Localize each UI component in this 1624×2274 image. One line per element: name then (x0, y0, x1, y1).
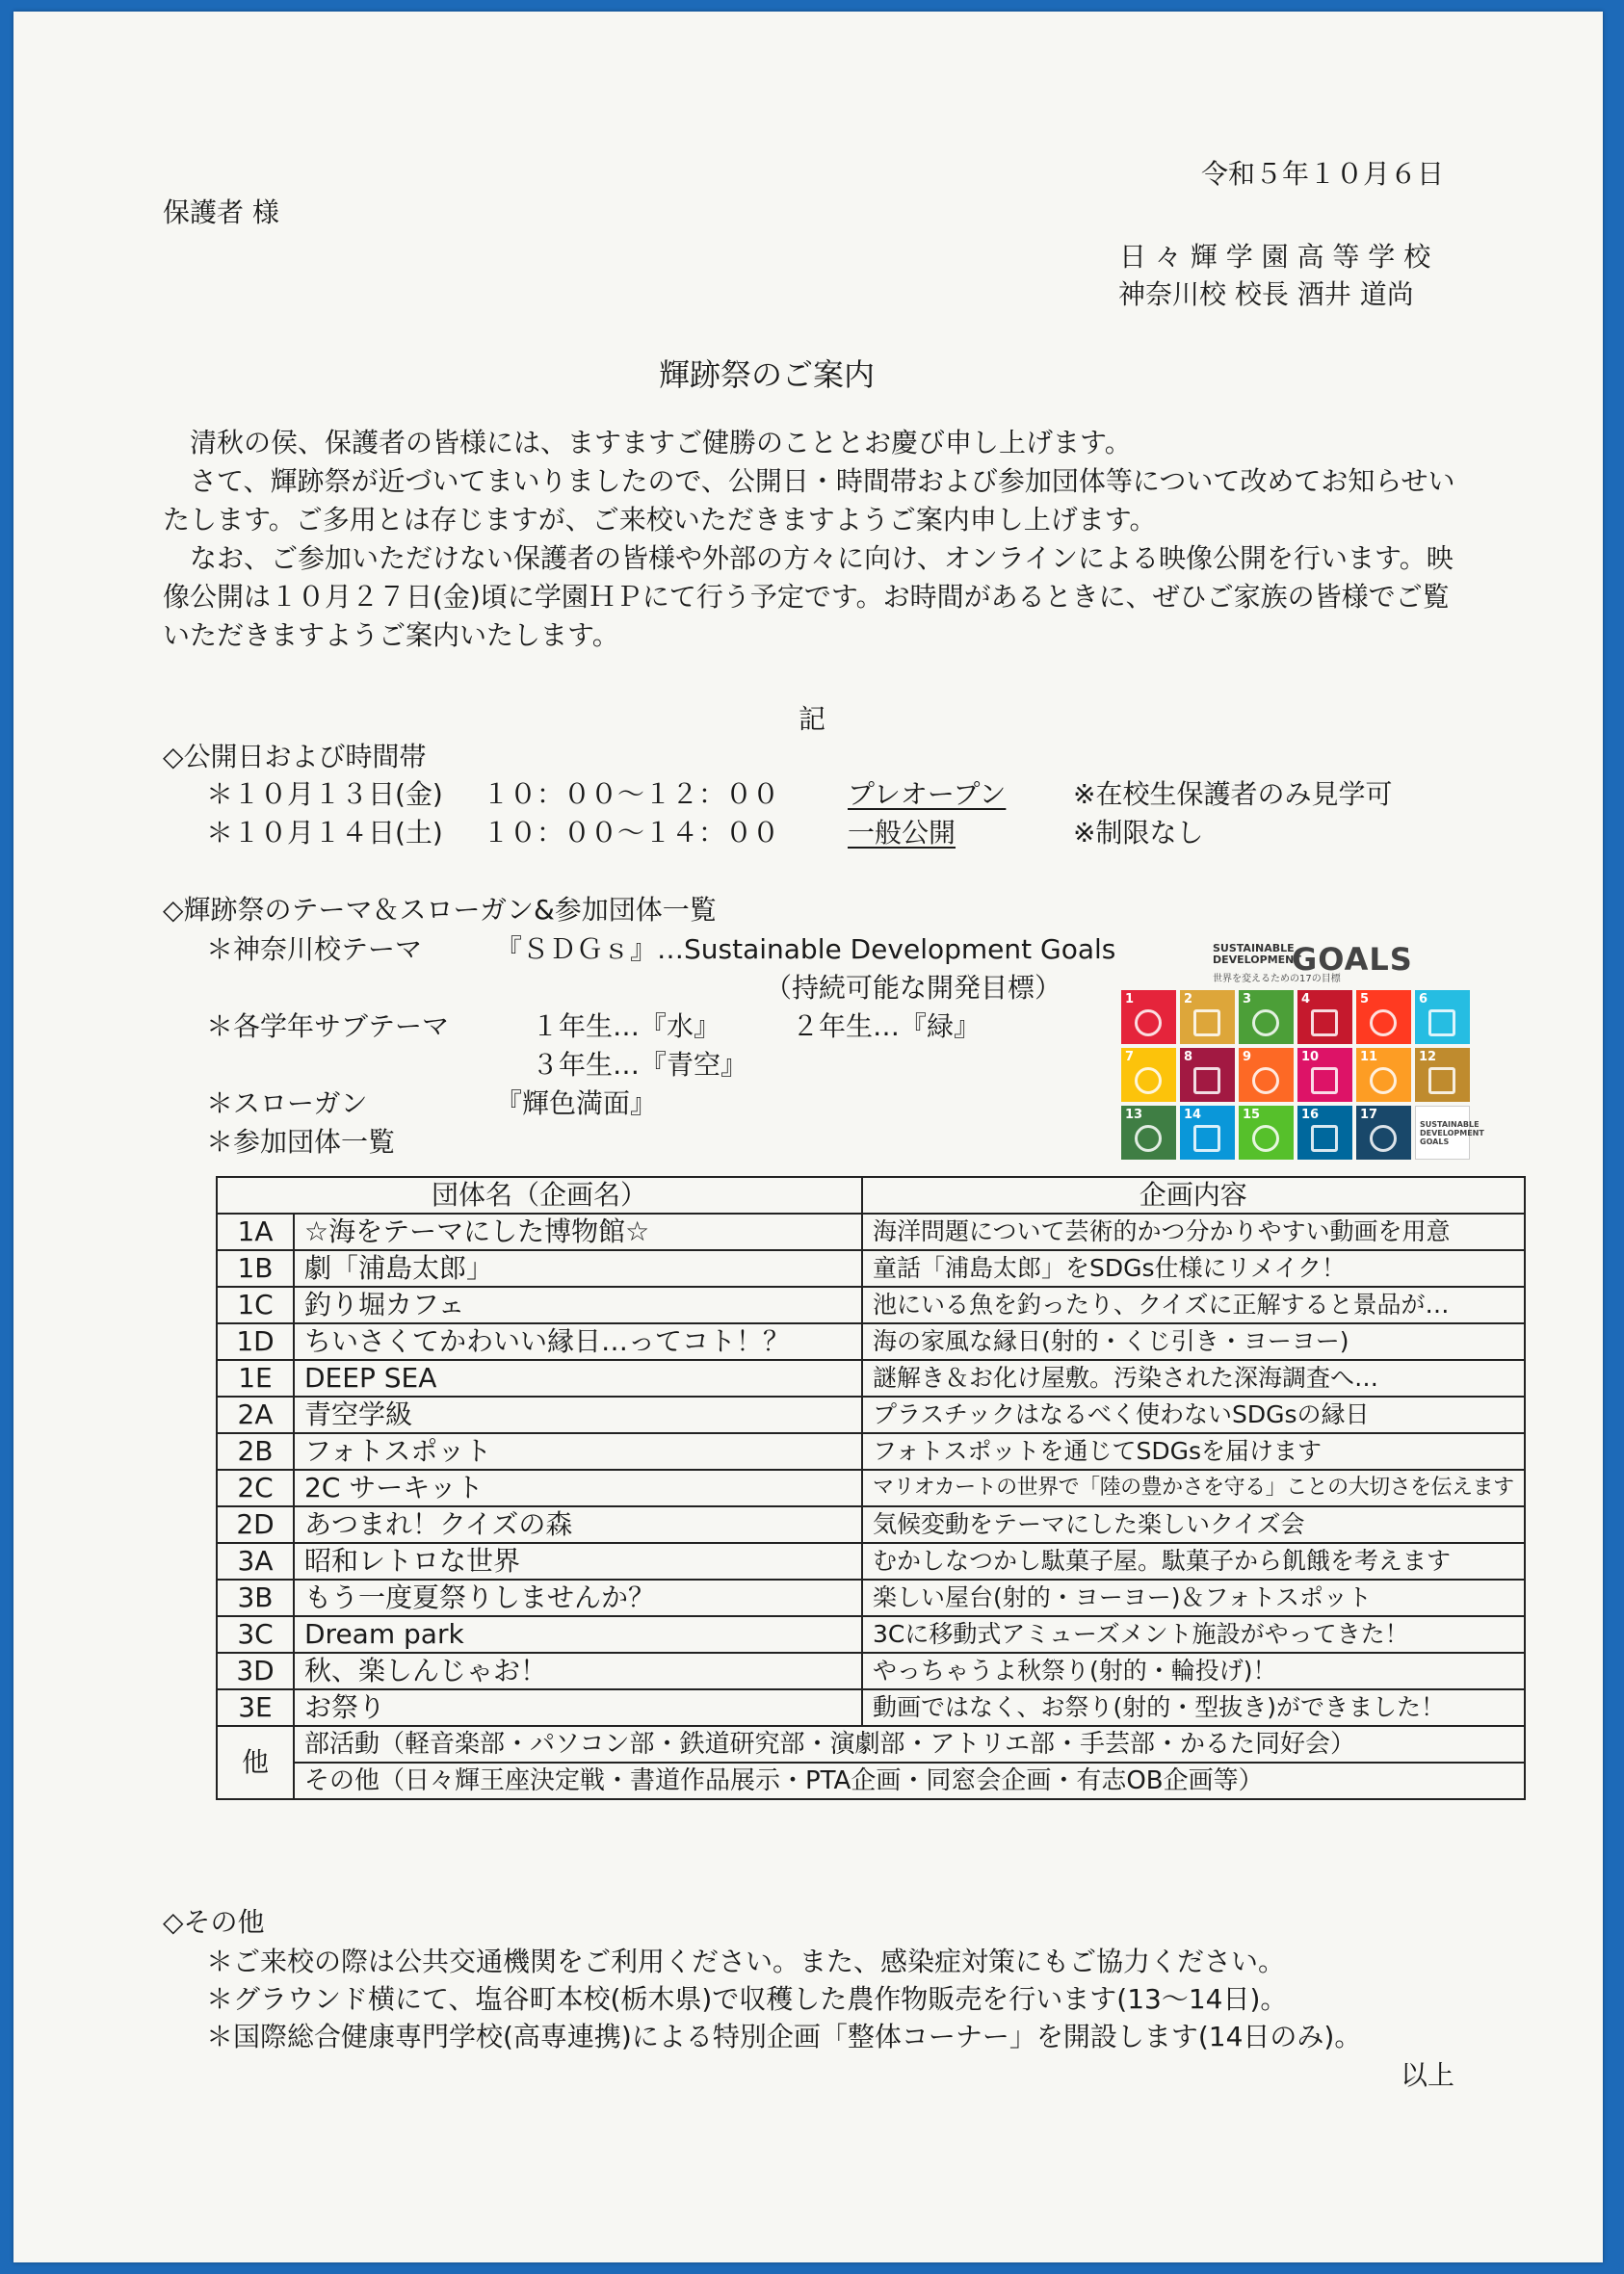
intro-paragraph-1: 清秋の侯、保護者の皆様には、ますますご健勝のこととお慶び申し上げます。 (190, 427, 1132, 458)
group-code-other: 他 (217, 1726, 294, 1799)
intro-text (163, 424, 1473, 655)
table-row (217, 1397, 1525, 1433)
schedule-time-2: １０：００〜１４：００ (483, 817, 780, 849)
group-code: 3C (217, 1616, 294, 1653)
group-description: 池にいる魚を釣ったり、クイズに正解すると景品が… (862, 1287, 1525, 1323)
sdg-goal-tile (1297, 1106, 1352, 1160)
sdg-goal-number: 5 (1360, 992, 1370, 1006)
sdg-goal-tile (1180, 1106, 1235, 1160)
sdg-goal-icon (1252, 1009, 1279, 1036)
group-name: 青空学級 (294, 1397, 862, 1433)
group-name: お祭り (294, 1689, 862, 1726)
principal-name: 神奈川校 校長 酒井 道尚 (1118, 278, 1414, 310)
group-code: 3E (217, 1689, 294, 1726)
sdg-goal-icon (1252, 1067, 1279, 1094)
sdg-goal-tile (1121, 990, 1176, 1044)
group-name: ☆海をテーマにした博物館☆ (294, 1214, 862, 1250)
other-group-row: 部活動（軽音楽部・パソコン部・鉄道研究部・演劇部・アトリエ部・手芸部・かるた同好会） (294, 1726, 1525, 1763)
other-item-2: ＊グラウンド横にて、塩谷町本校(栃木県)で収穫した農作物販売を行います(13〜14日)。 (206, 1983, 1288, 2015)
sdg-goal-tile (1356, 1106, 1411, 1160)
group-name: 昭和レトロな世界 (294, 1543, 862, 1580)
sdg-goal-icon (1135, 1009, 1162, 1036)
table-row-other (217, 1726, 1525, 1763)
sdg-goal-number: 8 (1184, 1050, 1193, 1064)
other-group-row: その他（日々輝王座決定戦・書道作品展示・PTA企画・同窓会企画・有志OB企画等） (294, 1763, 1525, 1799)
sdg-goal-number: 11 (1360, 1050, 1378, 1064)
table-row (217, 1689, 1525, 1726)
sdg-goal-number: 9 (1243, 1050, 1252, 1064)
group-code: 2A (217, 1397, 294, 1433)
main-theme-subtitle: （持続可能な開発目標） (765, 972, 1062, 1004)
sdg-goal-number: 7 (1125, 1050, 1135, 1064)
sdg-goal-icon (1370, 1009, 1397, 1036)
grade2-theme: ２年生…『緑』 (792, 1010, 982, 1042)
group-code: 1C (217, 1287, 294, 1323)
group-name: 劇「浦島太郎」 (294, 1250, 862, 1287)
table-row (217, 1506, 1525, 1543)
group-name: Dream park (294, 1616, 862, 1653)
sdg-header-line1: SUSTAINABLE (1213, 942, 1295, 954)
letter-date: 令和５年１０月６日 (1201, 158, 1445, 190)
groups-table (216, 1176, 1526, 1800)
schedule-day-2: ＊１０月１４日(土) (206, 817, 443, 849)
sdg-goal-tile (1356, 990, 1411, 1044)
sdg-goal-number: 15 (1243, 1108, 1261, 1122)
sdg-goal-icon (1311, 1009, 1338, 1036)
table-row (217, 1433, 1525, 1470)
recipient: 保護者 様 (163, 196, 279, 228)
table-row (217, 1543, 1525, 1580)
sdg-header-sub: 世界を変えるための17の目標 (1213, 974, 1341, 984)
group-code: 1E (217, 1360, 294, 1397)
sdg-logo-tile-text: SUSTAINABLE (1420, 1120, 1480, 1129)
sdg-goal-icon (1193, 1125, 1220, 1152)
group-name: あつまれ！クイズの森 (294, 1506, 862, 1543)
table-row (217, 1214, 1525, 1250)
table-row (217, 1323, 1525, 1360)
group-description: プラスチックはなるべく使わないSDGsの縁日 (862, 1397, 1525, 1433)
sdg-logo-tile (1415, 1106, 1484, 1160)
grade1-theme: １年生…『水』 (532, 1010, 721, 1042)
sdg-goal-number: 2 (1184, 992, 1193, 1006)
sdg-goal-tile (1121, 1106, 1176, 1160)
schedule-note-1: ※在校生保護者のみ見学可 (1073, 778, 1393, 810)
group-description: 童話「浦島太郎」をSDGs仕様にリメイク！ (862, 1250, 1525, 1287)
group-code: 1A (217, 1214, 294, 1250)
group-description: マリオカートの世界で「陸の豊かさを守る」ことの大切さを伝えます (862, 1470, 1525, 1506)
group-code: 2D (217, 1506, 294, 1543)
sdg-goals-word: GOALS (1292, 941, 1413, 978)
table-row-other (217, 1763, 1525, 1799)
intro-paragraph-2: さて、輝跡祭が近づいてまいりましたので、公開日・時間帯および参加団体等について改めてお知らせいたします。ご多用とは存じますが、ご来校いただきますようご案内申し上げます。 (163, 465, 1455, 536)
schedule-time-1: １０：００〜１２：００ (483, 778, 780, 810)
sdg-goal-icon (1428, 1067, 1455, 1094)
letter-page (13, 12, 1603, 2262)
group-code: 1B (217, 1250, 294, 1287)
sdg-goal-icon (1311, 1125, 1338, 1152)
sdg-goal-number: 4 (1301, 992, 1311, 1006)
theme-heading: ◇輝跡祭のテーマ＆スローガン&参加団体一覧 (163, 894, 717, 926)
sdg-goal-number: 1 (1125, 992, 1135, 1006)
sdg-goals-logo (1107, 929, 1484, 1165)
table-row (217, 1287, 1525, 1323)
sdg-goal-number: 16 (1301, 1108, 1320, 1122)
group-name: 2C サーキット (294, 1470, 862, 1506)
sdg-goal-icon (1252, 1125, 1279, 1152)
table-row (217, 1360, 1525, 1397)
sdg-goal-icon (1135, 1067, 1162, 1094)
other-item-1: ＊ご来校の際は公共交通機関をご利用ください。また、感染症対策にもご協力ください。 (206, 1946, 1286, 1977)
group-name: 秋、楽しんじゃお！ (294, 1653, 862, 1689)
sdg-header (1213, 941, 1413, 984)
table-body (217, 1214, 1525, 1799)
group-description: 海洋問題について芸術的かつ分かりやすい動画を用意 (862, 1214, 1525, 1250)
group-description: やっちゃうよ秋祭り(射的・輪投げ)！ (862, 1653, 1525, 1689)
group-description: 楽しい屋台(射的・ヨーヨー)＆フォトスポット (862, 1580, 1525, 1616)
sdg-goal-tile (1415, 1048, 1470, 1102)
group-name: ちいさくてかわいい縁日…ってコト！？ (294, 1323, 862, 1360)
schedule-day-1: ＊１０月１３日(金) (206, 778, 443, 810)
sdg-goal-number: 13 (1125, 1108, 1143, 1122)
sdg-goal-icon (1193, 1067, 1220, 1094)
groups-label: ＊参加団体一覧 (206, 1126, 396, 1158)
sdg-goal-number: 3 (1243, 992, 1252, 1006)
sdg-goal-tile (1180, 1048, 1235, 1102)
sdg-goal-tile (1297, 990, 1352, 1044)
table-row (217, 1470, 1525, 1506)
group-code: 3D (217, 1653, 294, 1689)
sub-theme-label: ＊各学年サブテーマ (206, 1010, 450, 1042)
sdg-goal-tile (1180, 990, 1235, 1044)
sdg-goal-number: 6 (1419, 992, 1428, 1006)
schedule-heading: ◇公開日および時間帯 (163, 741, 427, 772)
group-description: 3Cに移動式アミューズメント施設がやってきた！ (862, 1616, 1525, 1653)
slogan-label: ＊スローガン (206, 1087, 368, 1119)
sdg-logo-tile-text: DEVELOPMENT (1420, 1129, 1484, 1137)
sdg-goal-icon (1193, 1009, 1220, 1036)
group-code: 1D (217, 1323, 294, 1360)
group-name: もう一度夏祭りしませんか？ (294, 1580, 862, 1616)
sdg-goal-tile (1121, 1048, 1176, 1102)
sdg-goal-tile (1297, 1048, 1352, 1102)
group-description: むかしなつかし駄菓子屋。駄菓子から飢餓を考えます (862, 1543, 1525, 1580)
sdg-goal-icon (1428, 1009, 1455, 1036)
table-row (217, 1616, 1525, 1653)
slogan-value: 『輝色満面』 (495, 1087, 658, 1119)
group-description: 気候変動をテーマにした楽しいクイズ会 (862, 1506, 1525, 1543)
sdg-goal-number: 10 (1301, 1050, 1320, 1064)
sdg-goal-icon (1311, 1067, 1338, 1094)
sdg-goal-icon (1370, 1067, 1397, 1094)
closing-mark: 以上 (1401, 2059, 1455, 2091)
main-theme-label: ＊神奈川校テーマ (206, 933, 423, 965)
group-name: DEEP SEA (294, 1360, 862, 1397)
sdg-goal-icon (1370, 1125, 1397, 1152)
table-header-desc: 企画内容 (862, 1177, 1525, 1214)
schedule-note-2: ※制限なし (1073, 817, 1204, 849)
sdg-logo-tile-text: GOALS (1420, 1137, 1450, 1146)
group-code: 3A (217, 1543, 294, 1580)
sdg-goal-tile (1239, 1048, 1294, 1102)
table-header-name: 団体名（企画名） (217, 1177, 862, 1214)
group-name: フォトスポット (294, 1433, 862, 1470)
sdg-goal-tile (1356, 1048, 1411, 1102)
schedule-type-2: 一般公開 (848, 817, 956, 849)
group-code: 3B (217, 1580, 294, 1616)
sdg-header-line2: DEVELOPMENT (1213, 954, 1301, 966)
main-theme-value: 『ＳＤＧｓ』…Sustainable Development Goals (495, 933, 1116, 965)
table-row (217, 1250, 1525, 1287)
group-code: 2C (217, 1470, 294, 1506)
school-name: 日 々 輝 学 園 高 等 学 校 (1119, 241, 1431, 273)
intro-paragraph-3: なお、ご参加いただけない保護者の皆様や外部の方々に向け、オンラインによる映像公開を行います。映像公開は１０月２７日(金)頃に学園ＨＰにて行う予定です。お時間があるときに、ぜひご家族の皆様でご覧いただきますようご案内いたします。 (163, 542, 1454, 651)
ki-mark: 記 (799, 703, 826, 735)
other-item-3: ＊国際総合健康専門学校(高専連携)による特別企画「整体コーナー」を開設します(14日のみ)。 (206, 2021, 1362, 2052)
table-row (217, 1653, 1525, 1689)
sdg-goal-number: 17 (1360, 1108, 1378, 1122)
group-description: フォトスポットを通じてSDGsを届けます (862, 1433, 1525, 1470)
sdg-goal-tile (1239, 990, 1294, 1044)
sdg-goal-number: 12 (1419, 1050, 1437, 1064)
other-heading: ◇その他 (163, 1906, 265, 1938)
group-description: 動画ではなく、お祭り(射的・型抜き)ができました！ (862, 1689, 1525, 1726)
group-code: 2B (217, 1433, 294, 1470)
group-description: 謎解き＆お化け屋敷。汚染された深海調査へ… (862, 1360, 1525, 1397)
sdg-goal-tile (1239, 1106, 1294, 1160)
schedule-type-1: プレオープン (848, 778, 1007, 810)
sdg-goal-tile (1415, 990, 1470, 1044)
sdg-goal-number: 14 (1184, 1108, 1202, 1122)
page-title: 輝跡祭のご案内 (659, 356, 876, 393)
group-name: 釣り堀カフェ (294, 1287, 862, 1323)
grade3-theme: ３年生…『青空』 (532, 1049, 748, 1081)
table-header-row (217, 1177, 1525, 1214)
table-row (217, 1580, 1525, 1616)
sdg-goal-icon (1135, 1125, 1162, 1152)
group-description: 海の家風な縁日(射的・くじ引き・ヨーヨー) (862, 1323, 1525, 1360)
